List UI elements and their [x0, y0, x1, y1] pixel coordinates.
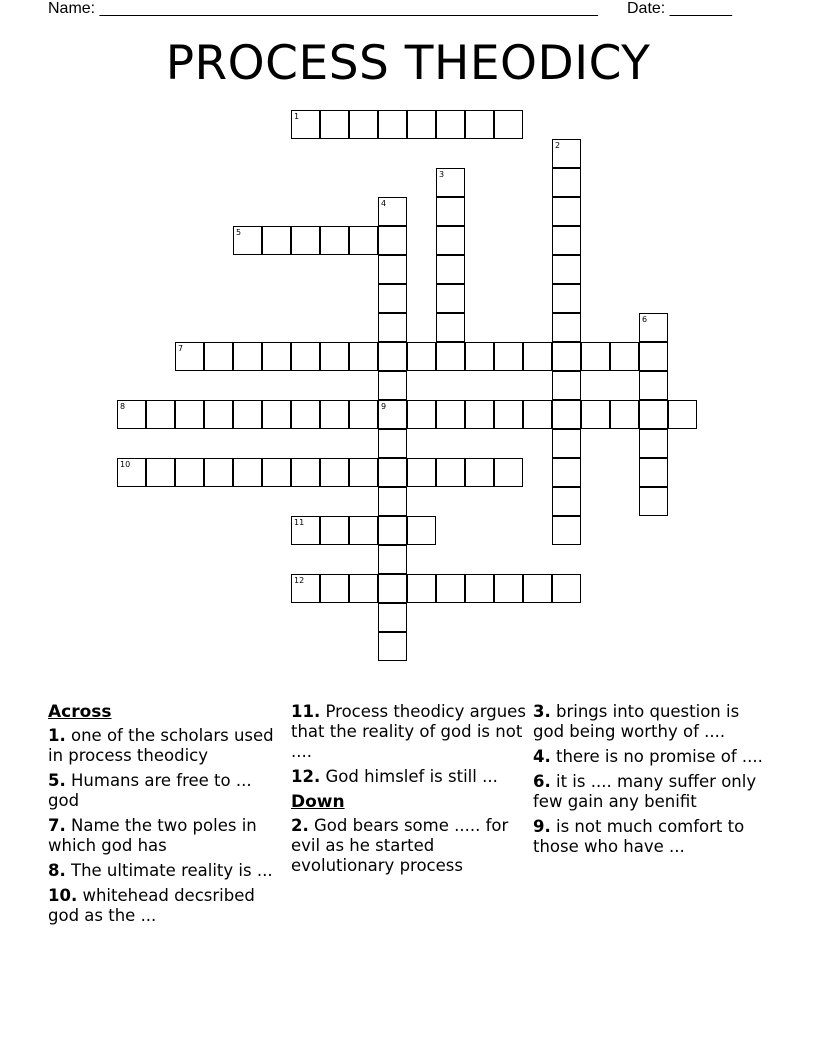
grid-cell[interactable] — [552, 226, 581, 255]
clue-number: 1 — [294, 112, 300, 121]
grid-cell[interactable] — [291, 574, 320, 603]
grid-cell[interactable] — [639, 371, 668, 400]
grid-cell[interactable] — [436, 458, 465, 487]
grid-cell[interactable] — [117, 400, 146, 429]
grid-cell[interactable] — [436, 197, 465, 226]
grid-cell[interactable] — [465, 110, 494, 139]
grid-cell[interactable] — [552, 429, 581, 458]
grid-cell[interactable] — [378, 516, 407, 545]
grid-cell[interactable] — [523, 574, 552, 603]
grid-cell[interactable] — [581, 342, 610, 371]
grid-cell[interactable] — [494, 458, 523, 487]
clue-number: 6 — [642, 315, 648, 324]
grid-cell[interactable] — [639, 313, 668, 342]
clue-across-1: 1. one of the scholars used in process theodicy — [48, 726, 274, 765]
grid-cell[interactable] — [436, 313, 465, 342]
grid-cell[interactable] — [349, 400, 378, 429]
clue-number: 10 — [120, 460, 131, 469]
grid-cell[interactable] — [552, 313, 581, 342]
grid-cell[interactable] — [436, 110, 465, 139]
grid-cell[interactable] — [233, 458, 262, 487]
grid-cell[interactable] — [465, 342, 494, 371]
grid-cell[interactable] — [552, 197, 581, 226]
grid-cell[interactable] — [552, 168, 581, 197]
grid-cell[interactable] — [262, 458, 291, 487]
clue-across-10: 10. whitehead decsribed god as the ... — [48, 886, 255, 925]
grid-cell[interactable] — [436, 400, 465, 429]
clue-number: 2 — [555, 141, 561, 150]
grid-cell[interactable] — [436, 284, 465, 313]
grid-cell[interactable] — [465, 400, 494, 429]
grid-cell[interactable] — [117, 458, 146, 487]
clues-column-3 — [533, 702, 769, 862]
clue-number: 9 — [381, 402, 387, 411]
grid-cell[interactable] — [552, 284, 581, 313]
grid-cell[interactable] — [349, 458, 378, 487]
grid-cell[interactable] — [465, 574, 494, 603]
grid-cell[interactable] — [320, 226, 349, 255]
clue-down-4: 4. there is no promise of .... — [533, 747, 763, 766]
grid-cell[interactable] — [407, 342, 436, 371]
grid-cell[interactable] — [320, 574, 349, 603]
grid-cell[interactable] — [436, 255, 465, 284]
grid-cell[interactable] — [262, 226, 291, 255]
grid-cell[interactable] — [639, 458, 668, 487]
grid-cell[interactable] — [320, 342, 349, 371]
grid-cell[interactable] — [378, 110, 407, 139]
grid-cell[interactable] — [407, 400, 436, 429]
grid-cell[interactable] — [233, 226, 262, 255]
grid-cell[interactable] — [407, 458, 436, 487]
clue-number: 11 — [294, 518, 305, 527]
clue-across-8: 8. The ultimate reality is ... — [48, 861, 273, 880]
clue-number: 3 — [439, 170, 445, 179]
grid-cell[interactable] — [349, 516, 378, 545]
grid-cell[interactable] — [610, 342, 639, 371]
grid-cell[interactable] — [494, 110, 523, 139]
grid-cell[interactable] — [320, 110, 349, 139]
grid-cell[interactable] — [378, 371, 407, 400]
grid-cell[interactable] — [436, 168, 465, 197]
grid-cell[interactable] — [668, 400, 697, 429]
grid-cell[interactable] — [146, 400, 175, 429]
grid-cell[interactable] — [378, 632, 407, 661]
grid-cell[interactable] — [378, 458, 407, 487]
grid-cell[interactable] — [494, 574, 523, 603]
clue-number: 8 — [120, 402, 126, 411]
grid-cell[interactable] — [465, 458, 494, 487]
clue-number: 4 — [381, 199, 387, 208]
grid-cell[interactable] — [378, 342, 407, 371]
grid-cell[interactable] — [146, 458, 175, 487]
grid-cell[interactable] — [349, 226, 378, 255]
grid-cell[interactable] — [552, 516, 581, 545]
grid-cell[interactable] — [378, 313, 407, 342]
grid-cell[interactable] — [552, 255, 581, 284]
grid-cell[interactable] — [552, 342, 581, 371]
grid-cell[interactable] — [378, 603, 407, 632]
grid-cell[interactable] — [378, 574, 407, 603]
grid-cell[interactable] — [378, 400, 407, 429]
grid-cell[interactable] — [407, 516, 436, 545]
grid-cell[interactable] — [291, 458, 320, 487]
clue-across-5: 5. Humans are free to ... god — [48, 771, 252, 810]
grid-cell[interactable] — [233, 400, 262, 429]
clue-down-2: 2. God bears some ..... for evil as he started evolutionary process — [291, 816, 509, 875]
name-field[interactable]: Name: ________________________________________________________ — [48, 0, 598, 17]
grid-cell[interactable] — [320, 400, 349, 429]
clue-down-3: 3. brings into question is god being worthy of .... — [533, 702, 740, 741]
grid-cell[interactable] — [349, 342, 378, 371]
grid-cell[interactable] — [204, 342, 233, 371]
grid-cell[interactable] — [378, 284, 407, 313]
date-field[interactable]: Date: _______ — [627, 0, 732, 17]
grid-cell[interactable] — [291, 400, 320, 429]
grid-cell[interactable] — [494, 400, 523, 429]
grid-cell[interactable] — [552, 400, 581, 429]
grid-cell[interactable] — [407, 110, 436, 139]
grid-cell[interactable] — [378, 487, 407, 516]
grid-cell[interactable] — [204, 400, 233, 429]
grid-cell[interactable] — [552, 139, 581, 168]
clues-column-2 — [291, 702, 527, 881]
grid-cell[interactable] — [349, 574, 378, 603]
grid-cell[interactable] — [175, 458, 204, 487]
grid-cell[interactable] — [436, 342, 465, 371]
grid-cell[interactable] — [378, 255, 407, 284]
grid-cell[interactable] — [349, 110, 378, 139]
grid-cell[interactable] — [320, 458, 349, 487]
clue-number: 5 — [236, 228, 242, 237]
grid-cell[interactable] — [175, 400, 204, 429]
grid-cell[interactable] — [262, 342, 291, 371]
grid-cell[interactable] — [552, 458, 581, 487]
grid-cell[interactable] — [291, 226, 320, 255]
grid-cell[interactable] — [320, 516, 349, 545]
grid-cell[interactable] — [639, 400, 668, 429]
grid-cell[interactable] — [552, 487, 581, 516]
grid-cell[interactable] — [175, 342, 204, 371]
clue-across-12: 12. God himslef is still ... — [291, 767, 498, 786]
grid-cell[interactable] — [378, 545, 407, 574]
grid-cell[interactable] — [436, 226, 465, 255]
clue-down-6: 6. it is .... many suffer only few gain any benifit — [533, 772, 757, 811]
grid-cell[interactable] — [436, 574, 465, 603]
grid-cell[interactable] — [378, 429, 407, 458]
grid-cell[interactable] — [610, 400, 639, 429]
grid-cell[interactable] — [639, 429, 668, 458]
clue-number: 12 — [294, 576, 305, 585]
grid-cell[interactable] — [581, 400, 610, 429]
grid-cell[interactable] — [552, 574, 581, 603]
grid-cell[interactable] — [378, 226, 407, 255]
grid-cell[interactable] — [291, 342, 320, 371]
grid-cell[interactable] — [494, 342, 523, 371]
clue-across-11: 11. Process theodicy argues that the reality of god is not .... — [291, 702, 526, 761]
grid-cell[interactable] — [552, 371, 581, 400]
page-title: PROCESS THEODICY — [165, 36, 651, 91]
grid-cell[interactable] — [204, 458, 233, 487]
grid-cell[interactable] — [291, 516, 320, 545]
grid-cell[interactable] — [291, 110, 320, 139]
grid-cell[interactable] — [523, 400, 552, 429]
clues-column-1 — [48, 702, 276, 931]
across-heading: Across — [48, 702, 112, 722]
down-heading: Down — [291, 792, 345, 812]
grid-cell[interactable] — [639, 487, 668, 516]
clue-down-9: 9. is not much comfort to those who have ... — [533, 817, 745, 856]
grid-cell[interactable] — [233, 342, 262, 371]
grid-cell[interactable] — [523, 342, 552, 371]
grid-cell[interactable] — [639, 342, 668, 371]
grid-cell[interactable] — [378, 197, 407, 226]
clue-across-7: 7. Name the two poles in which god has — [48, 816, 257, 855]
grid-cell[interactable] — [262, 400, 291, 429]
grid-cell[interactable] — [407, 574, 436, 603]
clue-number: 7 — [178, 344, 184, 353]
